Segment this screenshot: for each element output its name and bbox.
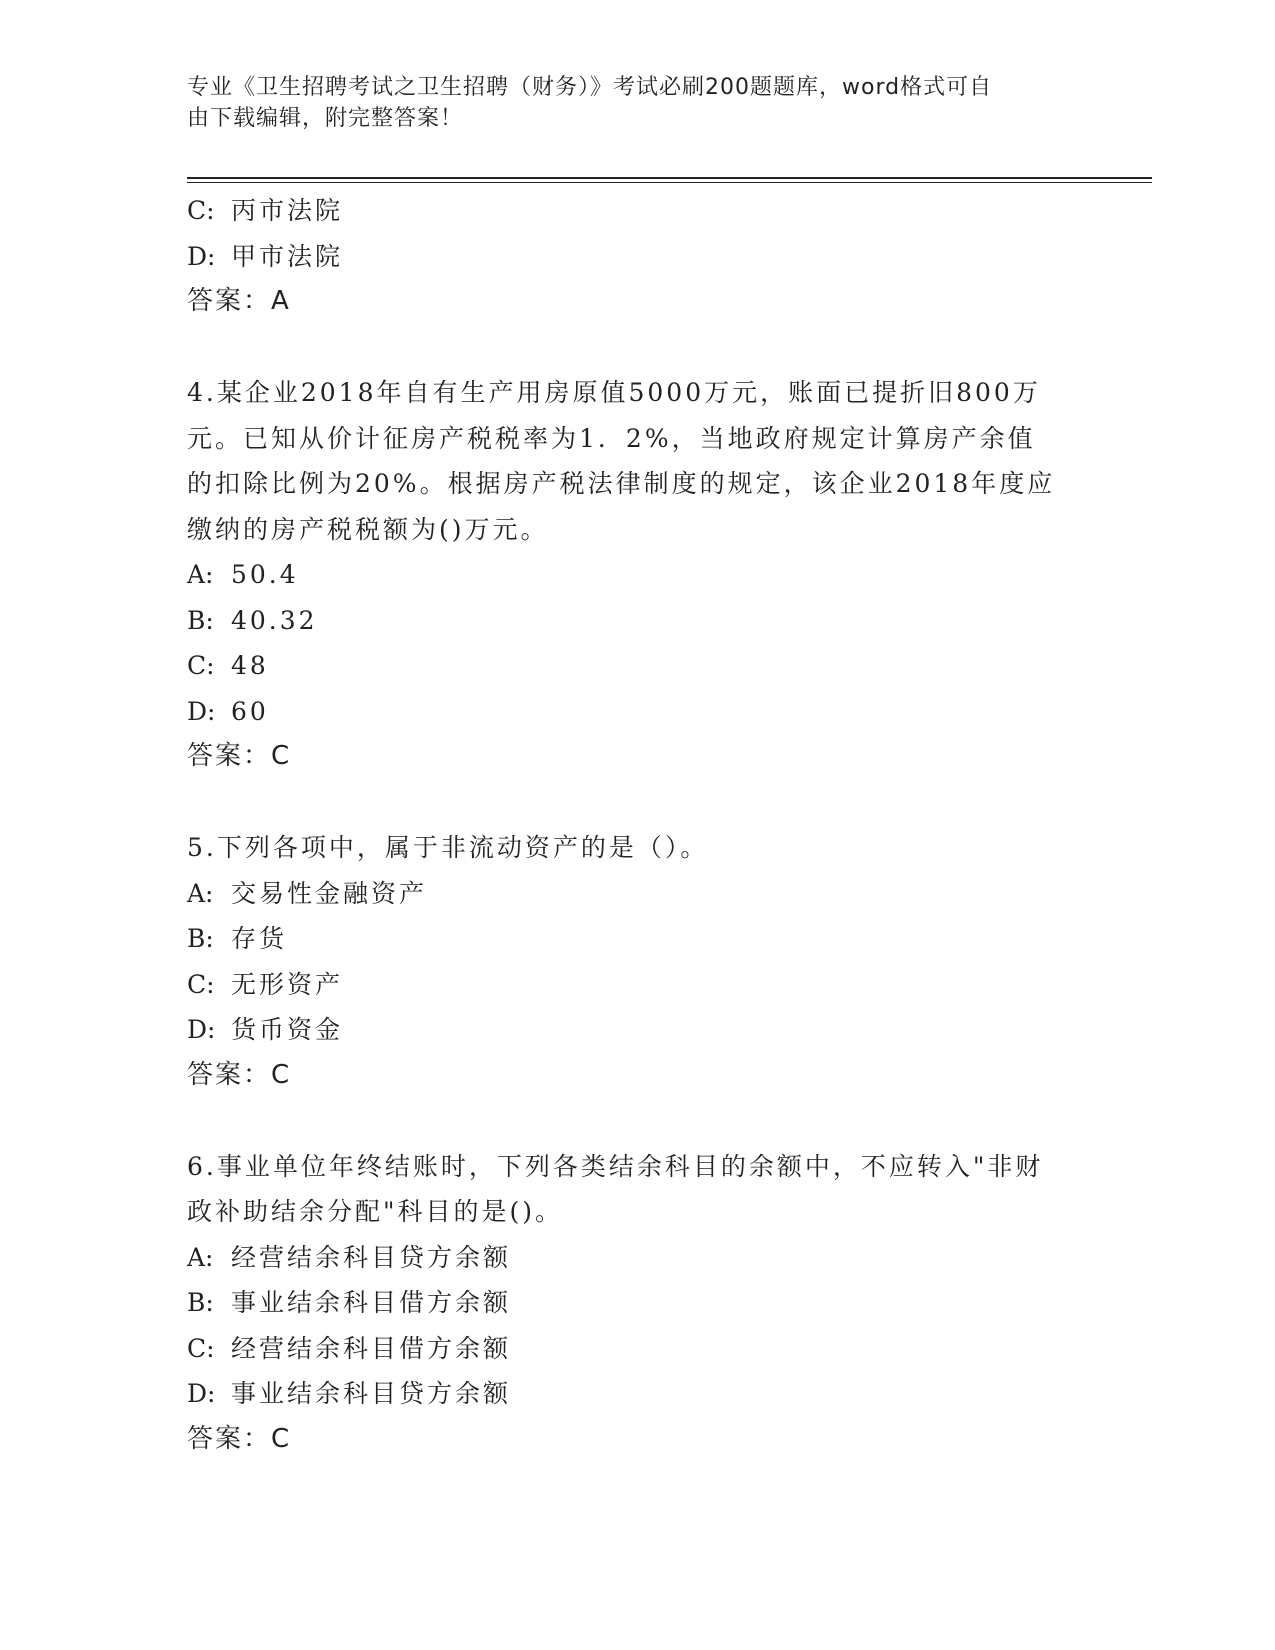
header-divider-thick bbox=[187, 177, 1152, 179]
question-stem-line: 5.下列各项中，属于非流动资产的是（）。 bbox=[187, 833, 709, 862]
option-text: 事业结余科目贷方余额 bbox=[231, 1379, 512, 1408]
question-6 bbox=[187, 1144, 1087, 1463]
option-letter: B: bbox=[187, 924, 214, 953]
option-text: 事业结余科目借方余额 bbox=[231, 1288, 512, 1317]
option-letter: C: bbox=[187, 1333, 215, 1363]
option-a bbox=[187, 1235, 1087, 1281]
option-text: 50.4 bbox=[231, 560, 299, 589]
option-text: 无形资产 bbox=[231, 969, 344, 999]
option-text: 60 bbox=[231, 696, 269, 726]
option-letter: A: bbox=[187, 1242, 214, 1272]
option-letter: C: bbox=[187, 651, 215, 680]
spacer bbox=[187, 325, 1087, 371]
option-c bbox=[187, 962, 1087, 1008]
option-d bbox=[187, 1007, 1087, 1053]
option-b bbox=[187, 1280, 1087, 1326]
option-b bbox=[187, 598, 1087, 644]
option-d bbox=[187, 689, 1087, 735]
option-text: 40.32 bbox=[231, 605, 318, 635]
question-stem-line: 4.某企业2018年自有生产用房原值5000万元，账面已提折旧800万 bbox=[187, 378, 1041, 407]
option-letter: D: bbox=[187, 696, 216, 726]
question-content bbox=[187, 188, 1087, 1462]
spacer bbox=[187, 780, 1087, 826]
option-text: 丙市法院 bbox=[231, 196, 344, 225]
header-line-1: 专业《卫生招聘考试之卫生招聘（财务）》考试必刷200题题库，word格式可自 bbox=[187, 75, 993, 100]
option-letter: C: bbox=[187, 196, 215, 225]
option-b bbox=[187, 916, 1087, 962]
option-a bbox=[187, 871, 1087, 917]
option-letter: A: bbox=[187, 878, 214, 908]
question-stem-line: 缴纳的房产税税额为()万元。 bbox=[187, 514, 549, 544]
spacer bbox=[187, 1098, 1087, 1144]
option-text: 甲市法院 bbox=[231, 241, 344, 271]
option-letter: A: bbox=[187, 560, 214, 589]
option-a bbox=[187, 552, 1087, 598]
header-divider-thin bbox=[187, 182, 1152, 183]
question-4 bbox=[187, 370, 1087, 780]
option-letter: D: bbox=[187, 1015, 216, 1044]
question-3-continued bbox=[187, 188, 1087, 325]
option-letter: D: bbox=[187, 1379, 216, 1408]
option-text: 交易性金融资产 bbox=[231, 878, 428, 908]
option-letter: B: bbox=[187, 605, 214, 635]
question-stem-line: 的扣除比例为20%。根据房产税法律制度的规定，该企业2018年度应 bbox=[187, 469, 1056, 498]
question-5 bbox=[187, 825, 1087, 1098]
answer-line: 答案：C bbox=[187, 741, 292, 771]
option-c bbox=[187, 643, 1087, 689]
question-stem-line: 元。已知从价计征房产税税率为1．2%，当地政府规定计算房产余值 bbox=[187, 423, 1036, 453]
option-text: 48 bbox=[231, 651, 269, 680]
option-letter: D: bbox=[187, 241, 216, 271]
option-c bbox=[187, 188, 1087, 234]
answer-line: 答案：C bbox=[187, 1423, 292, 1454]
option-text: 经营结余科目贷方余额 bbox=[231, 1242, 512, 1272]
option-c bbox=[187, 1326, 1087, 1372]
answer-line: 答案：C bbox=[187, 1059, 292, 1090]
option-d bbox=[187, 234, 1087, 280]
question-stem-line: 政补助结余分配"科目的是()。 bbox=[187, 1197, 564, 1226]
option-text: 存货 bbox=[231, 924, 288, 953]
option-text: 经营结余科目借方余额 bbox=[231, 1333, 512, 1363]
answer-line: 答案：A bbox=[187, 286, 291, 316]
document-header bbox=[187, 72, 1067, 134]
option-text: 货币资金 bbox=[231, 1015, 344, 1044]
header-line-2: 由下载编辑，附完整答案！ bbox=[187, 106, 464, 131]
option-letter: B: bbox=[187, 1288, 214, 1317]
option-d bbox=[187, 1371, 1087, 1417]
question-stem-line: 6.事业单位年终结账时，下列各类结余科目的余额中，不应转入"非财 bbox=[187, 1151, 1044, 1181]
option-letter: C: bbox=[187, 969, 215, 999]
